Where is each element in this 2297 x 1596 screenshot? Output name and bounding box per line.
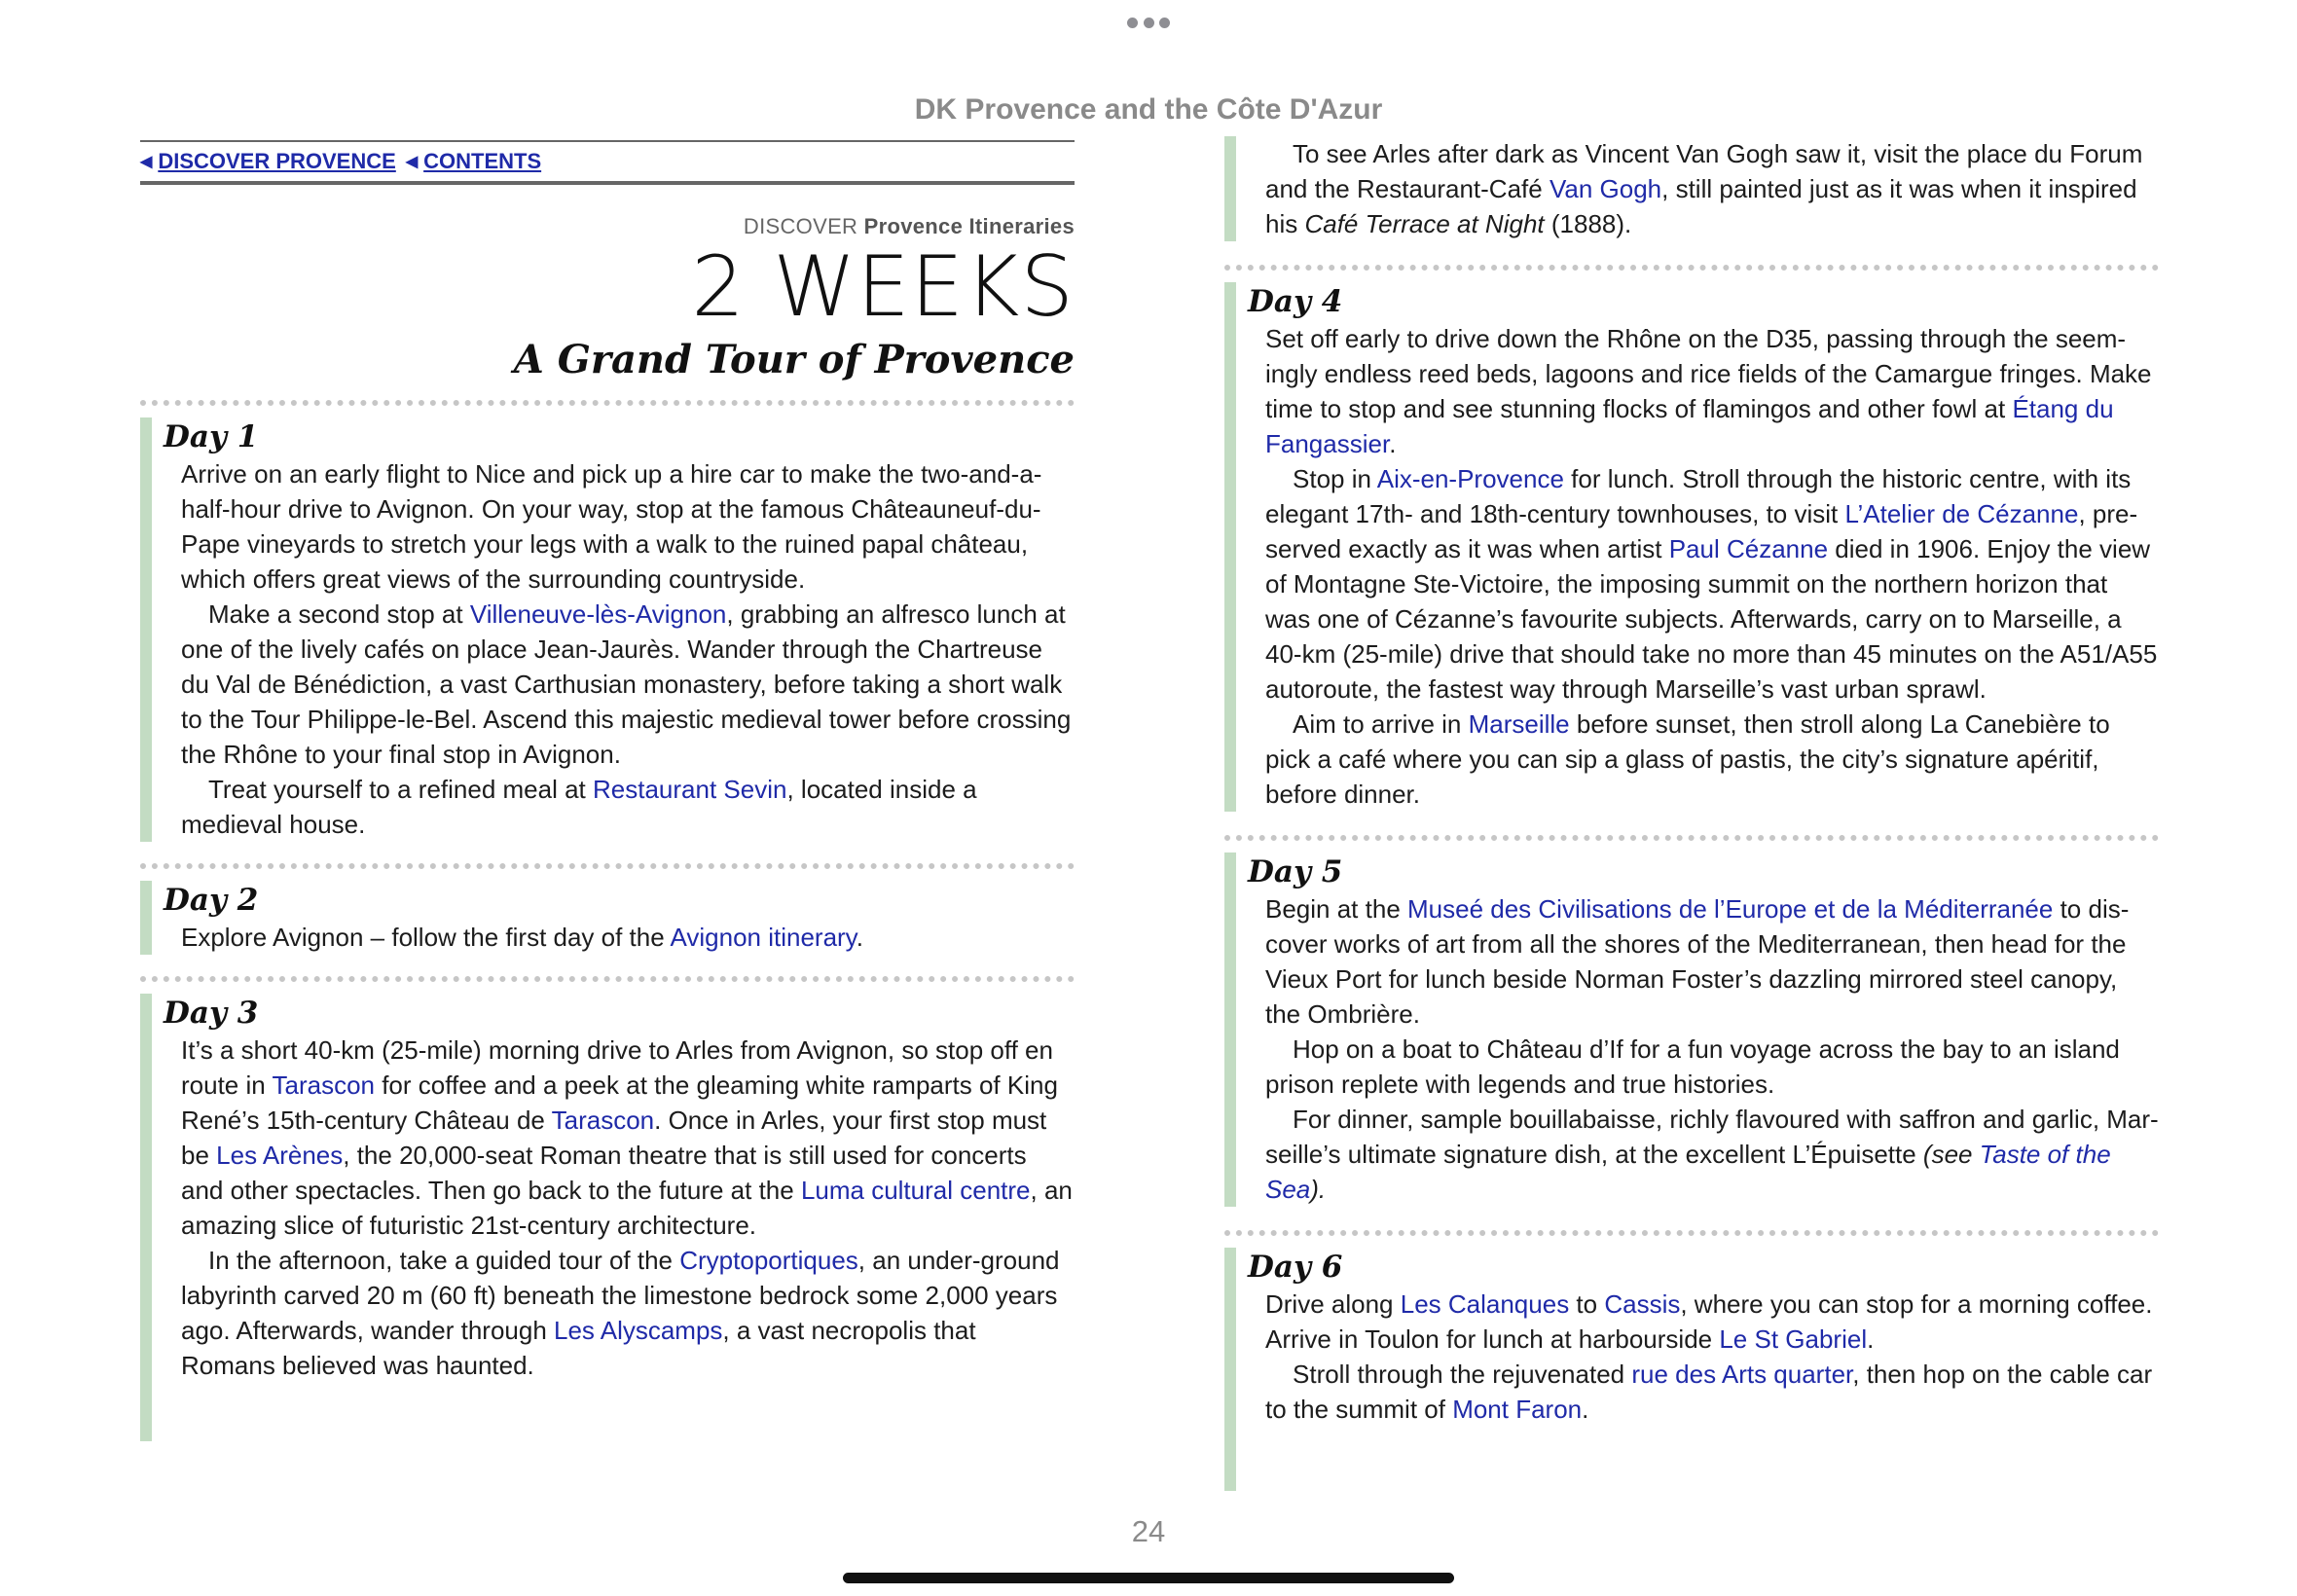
place-link[interactable]: Van Gogh — [1549, 174, 1662, 203]
paragraph: Arrive on an early flight to Nice and pick up a hire car to make the two-and-a-half-hour drive to Avignon. On your way, stop at the famous Châteauneuf-du-Pape vineyards to stretch your legs with a walk to the ruined papal château, which offers great views of the surrounding countryside. — [181, 459, 1042, 594]
paragraph: Drive along Les Calanques to Cassis, where you can stop for a morning coffee. Arrive in Toulon for lunch at harbourside Le St Gabriel. — [1265, 1289, 2153, 1354]
day-section-continued — [1224, 136, 2159, 241]
place-link[interactable]: Marseille — [1468, 709, 1570, 739]
paragraph: Explore Avignon – follow the first day of the Avignon itinerary. — [181, 923, 863, 952]
place-link[interactable]: Le St Gabriel — [1719, 1324, 1868, 1354]
place-link[interactable]: Paul Cézanne — [1668, 534, 1829, 563]
discover-provence-link[interactable]: DISCOVER PROVENCE — [158, 149, 396, 173]
day-section — [140, 881, 1075, 955]
place-link[interactable]: Aix-en-Provence — [1376, 464, 1564, 493]
place-link[interactable]: Cassis — [1604, 1289, 1681, 1319]
kicker-section: Provence Itineraries — [863, 214, 1075, 238]
paragraph: It’s a short 40-km (25-mile) morning drive to Arles from Avignon, so stop off en route in Tarascon for coffee and a peek at the gleaming white ramparts of King René’s 15th-century Château de Tarascon. Once in Arles, your first stop must be Les Arènes, the 20,000-seat Roman theatre that is still used for concerts and other spectacles. Then go back to the future at the Luma cultural centre, an amazing slice of futuristic 21st-century architecture. — [181, 1035, 1073, 1240]
paragraph: Begin at the Museé des Civilisations de l’Europe et de la Méditerranée to dis-cover works of art from all the shores of the Mediterranean, then head for the Vieux Port for lunch beside Norman Foster’s dazzling mirrored steel canopy, the Ombrière. — [1265, 894, 2130, 1029]
day-section — [1224, 1248, 2159, 1491]
paragraph: Aim to arrive in Marseille before sunset, then stroll along La Canebière to pick a café where you can sip a glass of pastis, the city’s signature apéritif, before dinner. — [1265, 709, 2110, 809]
day-section — [140, 994, 1075, 1441]
day-section — [1224, 852, 2159, 1207]
day-section — [1224, 282, 2159, 812]
divider — [1224, 835, 2159, 841]
back-arrow-icon: ◀ — [405, 154, 419, 170]
divider — [1224, 1230, 2159, 1236]
divider — [140, 863, 1075, 869]
section-kicker — [140, 214, 1075, 239]
paragraph: Set off early to drive down the Rhône on the D35, passing through the seem-ingly endless reed beds, lagoons and rice fields of the Camargue fringes. Make time to stop and see stunning flocks of flamingos and other fowl at Étang du Fangassier. — [1265, 324, 2152, 458]
place-link[interactable]: Luma cultural centre — [800, 1176, 1031, 1205]
paragraph: Stroll through the rejuvenated rue des Arts quarter, then hop on the cable car to the summit of Mont Faron. — [1265, 1360, 2153, 1424]
paragraph: Treat yourself to a refined meal at Restaurant Sevin, located inside a medieval house. — [181, 775, 977, 839]
nav-bar — [140, 140, 1075, 185]
divider — [1224, 265, 2159, 271]
paragraph: In the afternoon, take a guided tour of the Cryptoportiques, an under-ground labyrinth carved 20 m (60 ft) beneath the limestone bedrock some 2,000 years ago. Afterwards, wander through Les Alyscamps, a vast necropolis that Romans believed was haunted. — [181, 1246, 1060, 1380]
back-arrow-icon: ◀ — [140, 154, 153, 170]
paragraph: To see Arles after dark as Vincent Van Gogh saw it, visit the place du Forum and the Restaurant-Café Van Gogh, still painted just as it was when it inspired his Café Terrace at Night (1888). — [1265, 139, 2143, 238]
place-link[interactable]: Villeneuve-lès-Avignon — [469, 599, 727, 629]
home-indicator[interactable] — [843, 1573, 1454, 1583]
place-link[interactable]: Museé des Civilisations de l’Europe et de la Méditerranée — [1407, 894, 2054, 924]
multitasking-dots-icon[interactable] — [1127, 18, 1170, 29]
place-link[interactable]: Étang du Fangassier — [1265, 394, 2114, 458]
day-heading: Day 5 — [1248, 854, 1343, 889]
paragraph: For dinner, sample bouillabaisse, richly flavoured with saffron and garlic, Mar-seille’s ultimate signature dish, at the excellent L’Épuisette (see Taste of the Sea). — [1265, 1105, 2159, 1204]
paragraph: Make a second stop at Villeneuve-lès-Avignon, grabbing an alfresco lunch at one of the lively cafés on place Jean-Jaurès. Wander through the Chartreuse du Val de Bénédiction, a vast Carthusian monastery, before taking a short walk to the Tour Philippe-le-Bel. Ascend this majestic medieval tower before crossing the Rhône to your final stop in Avignon. — [181, 599, 1072, 769]
paragraph: Hop on a boat to Château d’If for a fun voyage across the bay to an island prison replete with legends and true histories. — [1265, 1034, 2120, 1099]
book-title: DK Provence and the Côte D'Azur — [914, 93, 1383, 126]
place-link[interactable]: rue des Arts quarter — [1631, 1360, 1853, 1389]
contents-link[interactable]: CONTENTS — [423, 149, 542, 173]
day-heading: Day 3 — [164, 996, 259, 1031]
left-page-column — [140, 136, 1075, 1441]
page-title: 2 WEEKS — [691, 238, 1075, 336]
day-heading: Day 1 — [164, 419, 259, 454]
cross-reference-link[interactable]: Taste of the Sea — [1265, 1140, 2111, 1204]
place-link[interactable]: Les Alyscamps — [554, 1316, 723, 1345]
divider — [140, 976, 1075, 982]
place-link[interactable]: Les Calanques — [1400, 1289, 1570, 1319]
day-heading: Day 2 — [164, 883, 259, 918]
place-link[interactable]: L’Atelier de Cézanne — [1844, 499, 2079, 528]
place-link[interactable]: Avignon itinerary — [670, 923, 857, 952]
day-heading: Day 4 — [1248, 284, 1343, 319]
divider — [140, 400, 1075, 406]
place-link[interactable]: Tarascon — [551, 1106, 655, 1135]
place-link[interactable]: Les Arènes — [216, 1141, 344, 1170]
page-number: 24 — [1131, 1514, 1166, 1548]
place-link[interactable]: Restaurant Sevin — [593, 775, 787, 804]
place-link[interactable]: Tarascon — [272, 1070, 375, 1100]
page-subtitle: A Grand Tour of Provence — [513, 337, 1075, 382]
place-link[interactable]: Cryptoportiques — [679, 1246, 858, 1275]
day-heading: Day 6 — [1248, 1250, 1343, 1285]
paragraph: Stop in Aix-en-Provence for lunch. Stroll through the historic centre, with its elegant 17th- and 18th-century townhouses, to visit L’Atelier de Cézanne, pre-served exactly as it was when artist Paul Cézanne died in 1906. Enjoy the view of Montagne Ste-Victoire, the imposing summit on the northern horizon that was one of Cézanne’s favourite subjects. Afterwards, carry on to Marseille, a 40-km (25-mile) drive that should take no more than 45 minutes on the A51/A55 autoroute, the fastest way through Marseille’s vast urban sprawl. — [1265, 464, 2158, 704]
right-page-column — [1224, 136, 2159, 1491]
day-section — [140, 417, 1075, 842]
kicker-prefix: DISCOVER — [743, 214, 858, 238]
place-link[interactable]: Mont Faron — [1452, 1395, 1583, 1424]
